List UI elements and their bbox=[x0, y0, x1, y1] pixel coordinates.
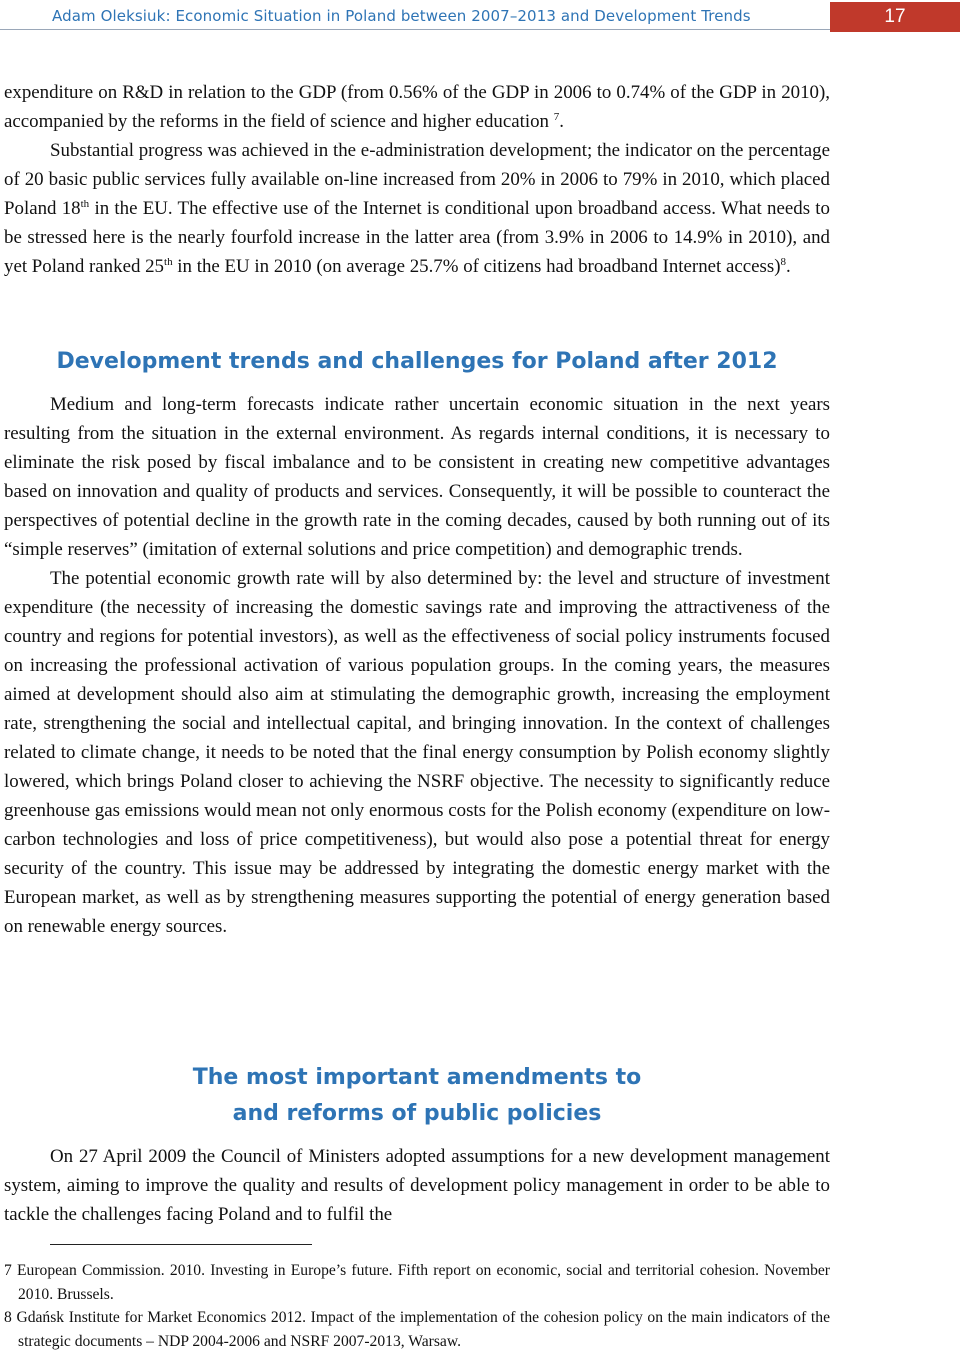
section2-text bbox=[4, 1142, 830, 1229]
forecasts-paragraph: Medium and long-term forecasts indicate rather uncertain economic situation in the next years resulting from the situation in the external environment. As regards internal conditions, it is necessary to eliminate the risk posed by fiscal imbalance and to be consistent in creating new competitive advantages based on innovation and quality of products and services. Consequently, it will be possible to counteract the perspectives of potential decline in the growth rate in the coming decades, caused by both running out of its “simple reserves” (imitation of external solutions and price competition) and demographic trends. bbox=[4, 394, 830, 560]
section1-text bbox=[4, 390, 830, 941]
section-heading-line-1: The most important amendments to bbox=[192, 1065, 642, 1090]
section-heading-amendments bbox=[0, 1060, 834, 1132]
page-number-badge bbox=[830, 2, 960, 32]
footnote-7: 7 European Commission. 2010. Investing in Europe’s future. Fifth report on economic, social and territorial cohesion. November 2010. Brussels. bbox=[4, 1262, 830, 1303]
running-header-title: Adam Oleksiuk: Economic Situation in Poland between 2007–2013 and Development Trends bbox=[52, 7, 751, 25]
e-administration-paragraph: Substantial progress was achieved in the e-administration development; the indicator on the percentage of 20 basic public services fully available on-line increased from 20% in 2006 to 79% in 2010, which placed Poland 18th in the EU. The effective use of the Internet is conditional upon broadband access. What needs to be stressed here is the nearly fourfold increase in the latter area (from 3.9% in 2006 to 14.9% in 2010), and yet Poland ranked 25th in the EU in 2010 (on average 25.7% of citizens had broadband Internet access)$^8$. bbox=[4, 140, 830, 277]
footnote-separator bbox=[50, 1244, 312, 1245]
header-rule bbox=[0, 29, 830, 30]
footnote-ref-8[interactable]: 8 bbox=[780, 256, 787, 268]
running-header bbox=[0, 0, 960, 34]
footnotes bbox=[4, 1259, 830, 1353]
council-paragraph: On 27 April 2009 the Council of Ministers adopted assumptions for a new development management system, aiming to improve the quality and results of development policy management in order to be able to tackle the challenges facing Poland and to fulfil the bbox=[4, 1146, 830, 1225]
intro-text bbox=[4, 78, 830, 281]
section-heading-development-trends: Development trends and challenges for Poland after 2012 bbox=[56, 349, 778, 374]
section-heading-line-2: and reforms of public policies bbox=[232, 1101, 602, 1126]
footnote-ref-7[interactable]: 7 bbox=[553, 111, 560, 123]
continuation-paragraph: expenditure on R&D in relation to the GDP (from 0.56% of the GDP in 2006 to 0.74% of the GDP in 2010), accompanied by the reforms in the field of science and higher education $^7$. bbox=[4, 82, 830, 132]
page-number: 17 bbox=[884, 6, 906, 27]
footnote-8: 8 Gdańsk Institute for Market Economics 2012. Impact of the implementation of the cohesion policy on the main indicators of the strategic documents – NDP 2004-2006 and NSRF 2007-2013, Warsaw. bbox=[4, 1309, 830, 1350]
growth-rate-paragraph: The potential economic growth rate will by also determined by: the level and structure of investment expenditure (the necessity of increasing the domestic savings rate and improving the attractiveness of the country and regions for potential investors), as well as the effectiveness of social policy instruments focused on increasing the professional activation of various population groups. In the coming years, the measures aimed at development should also aim at stimulating the demographic growth, increasing the employment rate, strengthening the social and intellectual capital, and bringing innovation. In the context of challenges related to climate change, it needs to be noted that the final energy consumption by Polish economy slightly lowered, which brings Poland closer to achieving the NSRF objective. The necessity to significantly reduce greenhouse gas emissions would mean not only enormous costs for the Polish economy (expenditure on low-carbon technologies and loss of price competitiveness), but would also pose a potential threat for energy security of the country. This issue may be addressed by integrating the domestic energy market with the European market, as well as by strengthening measures supporting the potential of energy generation based on renewable energy sources. bbox=[4, 568, 830, 937]
